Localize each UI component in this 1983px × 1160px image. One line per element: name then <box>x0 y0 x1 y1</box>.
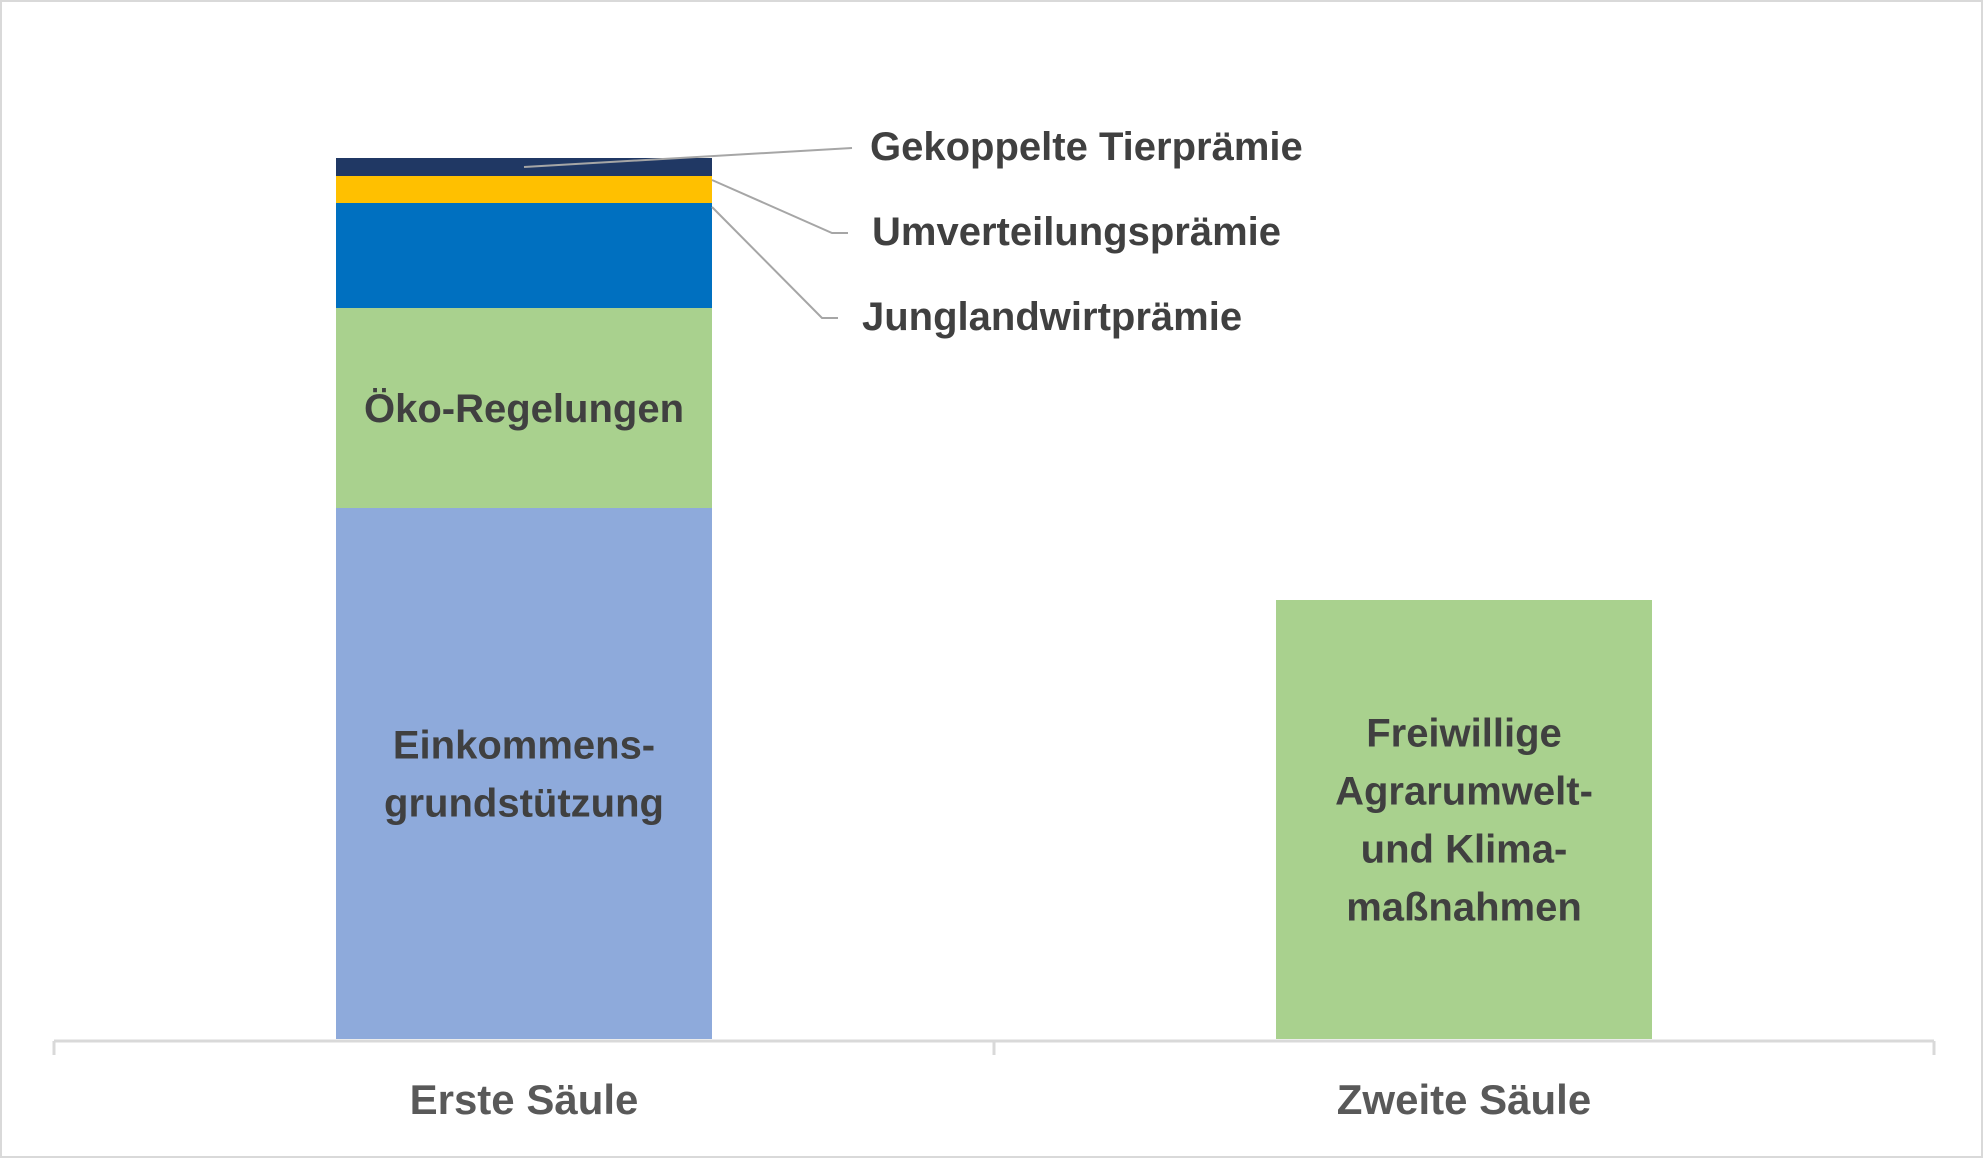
bar-segment-junglandwirtpraemie <box>336 203 712 308</box>
x-axis <box>54 1041 1934 1123</box>
stacked-bar-chart <box>2 2 1983 1160</box>
bar-segment-einkommens-grundstuetzung <box>336 508 712 1039</box>
segment-label-einkommens-grundstuetzung: Einkommens-grundstützung <box>384 723 664 826</box>
bar-segment-freiwillige-agrarumwelt-und-klima-massnahmen <box>1276 600 1652 1039</box>
category-label-zweite-saeule: Zweite Säule <box>1336 1076 1592 1123</box>
leader-line-junglandwirtpraemie <box>712 207 838 318</box>
bar-segment-umverteilungspraemie <box>336 176 712 203</box>
segment-label-freiwillige-agrarumwelt-und-klima-massnahmen: Freiwillige Agrarumwelt-und Klima-maßnahmen <box>1335 711 1593 930</box>
callout-label-junglandwirtpraemie: Junglandwirtprämie <box>862 295 1243 339</box>
callout-label-gekoppelte-tierpraemie: Gekoppelte Tierprämie <box>870 125 1303 169</box>
leader-line-umverteilungspraemie <box>712 180 848 233</box>
callout-label-umverteilungspraemie: Umverteilungsprämie <box>872 210 1282 254</box>
segment-label-oeko-regelungen: Öko-Regelungen <box>363 387 685 431</box>
category-label-erste-saeule: Erste Säule <box>409 1076 639 1123</box>
